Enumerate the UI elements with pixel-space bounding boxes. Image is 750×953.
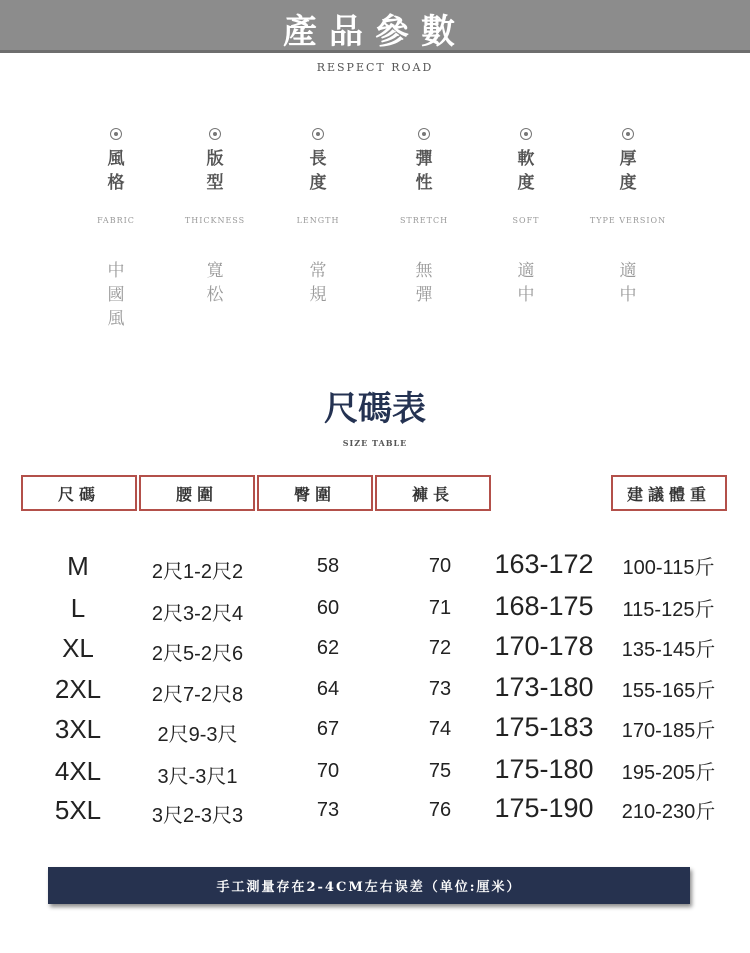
param-label: 風 格 [107,149,125,193]
param-value: 適 中 [619,261,637,305]
waist-cell: 2尺5-2尺6 [151,643,244,665]
weight-cell: 155-165斤 [621,680,716,702]
hip-cell: 60 [316,597,340,619]
waist-cell: 3尺2-3尺3 [151,805,244,827]
weight-cell: 210-230斤 [621,801,716,823]
param-label: 版 型 [206,149,224,193]
height-cell: 175-183 [494,712,594,742]
param-english-label: FABRIC [97,216,135,225]
hip-cell: 73 [316,799,340,821]
param-value: 無 彈 [415,261,433,305]
weight-cell: 115-125斤 [622,599,715,621]
param-value: 適 中 [517,261,535,305]
param-label: 軟 度 [517,149,535,193]
param-english-label: LENGTH [296,216,340,225]
hip-cell: 62 [316,637,340,659]
measurement-note-bar [48,867,690,904]
param-column [573,128,683,195]
weight-cell: 135-145斤 [621,639,716,661]
header-size: 尺碼 [21,475,137,511]
param-english-label: SOFT [512,216,540,225]
height-cell: 170-178 [494,631,594,661]
length-cell: 70 [428,555,452,577]
length-cell: 72 [428,637,452,659]
height-cell: 168-175 [494,591,594,621]
param-label: 厚 度 [619,149,637,193]
size-cell: 2XL [54,674,102,704]
size-cell: M [67,551,89,581]
size-cell: XL [62,633,94,663]
radio-dot-icon [418,128,430,140]
param-label: 長 度 [309,149,327,193]
param-column [471,128,581,195]
size-cell: 4XL [54,756,102,786]
weight-cell: 100-115斤 [622,557,715,579]
param-value: 常 規 [309,261,327,305]
hip-cell: 67 [316,718,340,740]
size-cell: L [70,593,86,623]
length-cell: 76 [428,799,452,821]
param-column [160,128,270,195]
param-value: 中 國 風 [107,261,125,329]
param-column [369,128,479,195]
height-cell: 175-190 [494,793,594,823]
param-english-label: TYPE VERSION [589,216,667,225]
length-cell: 74 [428,718,452,740]
header-length: 褲長 [375,475,491,511]
param-english-label: STRETCH [399,216,449,225]
header-weight: 建議體重 [611,475,727,511]
size-table-subtitle: SIZE TABLE [342,438,408,448]
length-cell: 73 [428,678,452,700]
hip-cell: 58 [316,555,340,577]
radio-dot-icon [110,128,122,140]
param-column [263,128,373,195]
page-subtitle: RESPECT ROAD [316,61,434,74]
param-english-label: THICKNESS [184,216,246,225]
size-table-title: 尺碼表 [324,389,426,429]
header-waist: 腰圍 [139,475,255,511]
page-title: 產品參數 [283,12,467,52]
radio-dot-icon [622,128,634,140]
weight-cell: 170-185斤 [621,720,716,742]
radio-dot-icon [209,128,221,140]
radio-dot-icon [312,128,324,140]
param-label: 彈 性 [415,149,433,193]
size-cell: 3XL [54,714,102,744]
weight-cell: 195-205斤 [621,762,716,784]
param-value: 寬 松 [206,261,224,305]
waist-cell: 2尺7-2尺8 [151,684,244,706]
waist-cell: 2尺3-2尺4 [151,603,244,625]
hip-cell: 64 [316,678,340,700]
waist-cell: 2尺9-3尺 [157,724,238,746]
waist-cell: 2尺1-2尺2 [151,561,244,583]
radio-dot-icon [520,128,532,140]
height-cell: 175-180 [494,754,594,784]
measurement-note: 手工測量存在2-4CM左右误差（单位:厘米） [216,880,522,895]
length-cell: 71 [428,597,452,619]
param-column [61,128,171,195]
size-cell: 5XL [54,795,102,825]
length-cell: 75 [428,760,452,782]
waist-cell: 3尺-3尺1 [157,766,238,788]
header-hip: 臀圍 [257,475,373,511]
height-cell: 173-180 [494,672,594,702]
height-cell: 163-172 [494,549,594,579]
hip-cell: 70 [316,760,340,782]
